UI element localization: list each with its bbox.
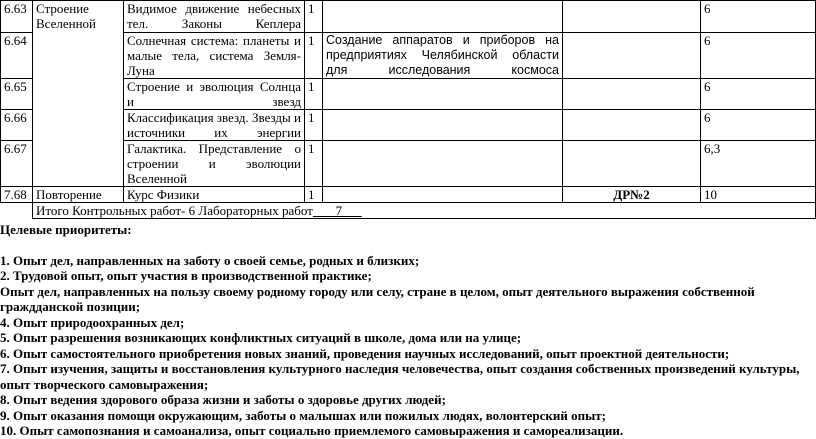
lesson-dr [563, 1, 701, 33]
section-name: Строение Вселенной [33, 1, 124, 187]
priority-item: 2. Трудовой опыт, опыт участия в производственной практике; [0, 268, 372, 283]
lesson-hours: 1 [305, 187, 323, 203]
lesson-number: 6.63 [1, 1, 33, 33]
lesson-dr [563, 141, 701, 187]
lesson-topic: Курс Физики [124, 187, 305, 203]
priority-item: 5. Опыт разрешения возникающих конфликтных ситуаций в школе, дома или на улице; [0, 330, 522, 345]
priority-item: 9. Опыт оказания помощи окружающим, заботы о малышах или пожилых людях, волонтерский опыт; [0, 407, 607, 423]
table-row [1, 110, 816, 141]
lesson-homework: 6 [701, 110, 816, 141]
lesson-number: 6.64 [1, 33, 33, 79]
lesson-homework: 6 [701, 79, 816, 110]
priority-item: 6. Опыт самостоятельного приобретения новых знаний, проведения научных исследований, опыт проектной деятельности; [0, 345, 730, 361]
totals-blank [1, 203, 33, 219]
lesson-dr [563, 79, 701, 110]
lesson-activity [323, 187, 563, 203]
lesson-topic: Солнечная система: планеты и малые тела, система Земля-Луна [124, 33, 305, 79]
lesson-topic: Видимое движение небесных тел. Законы Кеплера [124, 1, 305, 33]
lab-count: 7 [312, 203, 362, 218]
priorities-section [0, 222, 815, 439]
lesson-topic: Строение и эволюция Солнца и звезд [124, 79, 305, 110]
table-row [1, 79, 816, 110]
priority-item: 1. Опыт дел, направленных на заботу о своей семье, родных и близких; [0, 252, 420, 268]
lesson-activity [323, 141, 563, 187]
priorities-heading: Целевые приоритеты: [0, 222, 132, 237]
priority-item: 8. Опыт ведения здорового образа жизни и заботы о здоровье других людей; [0, 392, 446, 407]
totals-row [1, 203, 816, 219]
lesson-topic: Галактика. Представление о строении и эволюции Вселенной [124, 141, 305, 187]
lesson-number: 6.67 [1, 141, 33, 187]
lesson-activity: Создание аппаратов и приборов на предприятиях Челябинской области для исследования космоса [323, 33, 563, 79]
priority-item: 4. Опыт природоохранных дел; [0, 314, 185, 330]
lesson-hours: 1 [305, 110, 323, 141]
priority-item: 7. Опыт изучения, защиты и восстановления культурного наследия человечества, опыт создания собственных произведений культуры, опыт творческого самовыражения; [0, 361, 800, 392]
lesson-hours: 1 [305, 1, 323, 33]
lesson-dr: ДР№2 [563, 187, 701, 203]
lesson-number: 7.68 [1, 187, 33, 203]
table-row [1, 141, 816, 187]
lesson-dr [563, 33, 701, 79]
lesson-dr [563, 110, 701, 141]
lesson-activity [323, 110, 563, 141]
priority-item: 10. Опыт самопознания и самоанализа, опыт социально приемлемого самовыражения и самореализации. [0, 423, 624, 438]
lesson-homework: 6 [701, 1, 816, 33]
table-row [1, 33, 816, 79]
lesson-activity [323, 1, 563, 33]
lesson-number: 6.65 [1, 79, 33, 110]
lesson-number: 6.66 [1, 110, 33, 141]
lesson-homework: 10 [701, 187, 816, 203]
lesson-topic: Классификация звезд. Звезды и источники их энергии [124, 110, 305, 141]
totals-text: Итого Контрольных работ- 6 Лабораторных работ [36, 203, 313, 218]
table-row [1, 1, 816, 33]
section-name: Повторение [33, 187, 124, 203]
priority-item: Опыт дел, направленных на пользу своему родному городу или селу, стране в целом, опыт деятельного выражения собственной граждданской позиции; [0, 283, 755, 314]
table-row [1, 187, 816, 203]
lesson-hours: 1 [305, 79, 323, 110]
lesson-hours: 1 [305, 141, 323, 187]
totals-cell [33, 203, 816, 219]
lesson-homework: 6,3 [701, 141, 816, 187]
lesson-hours: 1 [305, 33, 323, 79]
lesson-plan-table [0, 0, 816, 219]
lesson-homework: 6 [701, 33, 816, 79]
lesson-activity [323, 79, 563, 110]
